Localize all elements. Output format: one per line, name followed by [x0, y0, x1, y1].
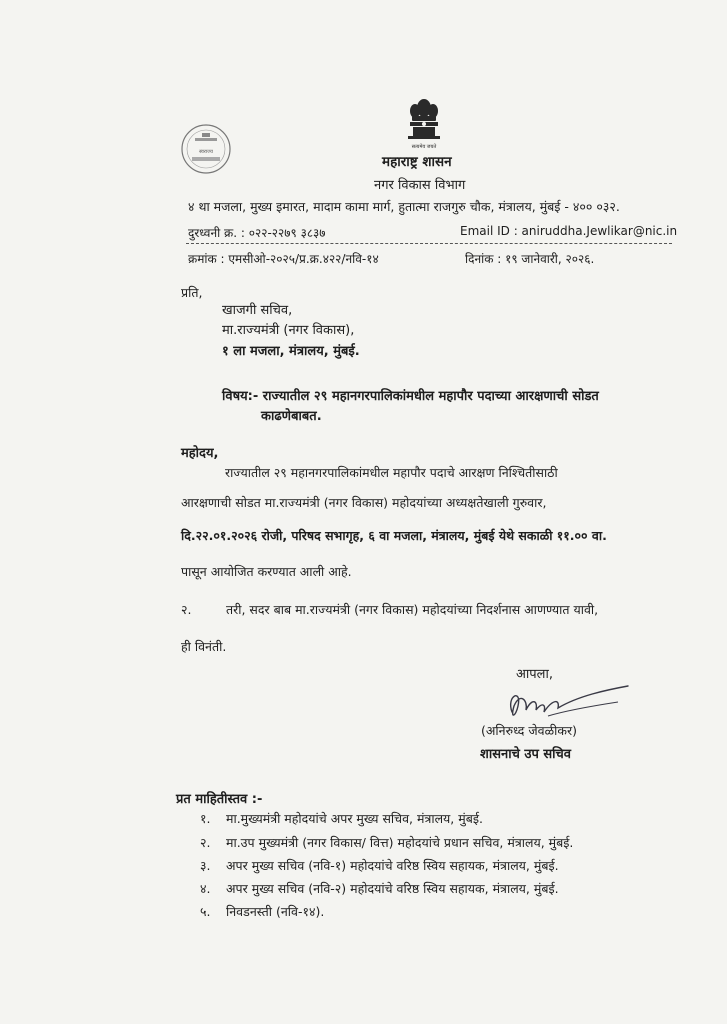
copy-to-item-number: ३. — [200, 858, 211, 873]
copy-to-item — [200, 857, 559, 874]
subject-line-1: विषय:- राज्यातील २९ महानगरपालिकांमधील महापौर पदाच्या आरक्षणाची सोडत — [222, 389, 599, 404]
copy-to-item-number: १. — [200, 811, 211, 826]
office-address: ४ था मजला, मुख्य इमारत, मादाम कामा मार्ग, हुतात्मा राजगुरु चौक, मंत्रालय, मुंबई - ४०० ०३२. — [188, 199, 620, 214]
closing: आपला, — [516, 667, 553, 682]
body-para2-number: २. — [181, 602, 192, 617]
subject-line-2: काढणेबाबत. — [261, 409, 322, 424]
letter-date: दिनांक : १९ जानेवारी, २०२६. — [465, 252, 595, 266]
signatory-designation: शासनाचे उप सचिव — [480, 747, 572, 762]
handwritten-signature — [488, 676, 638, 724]
signatory-name: (अनिरुध्द जेवळीकर) — [481, 723, 577, 738]
copy-to-item — [200, 880, 559, 897]
copy-to-item-text: अपर मुख्य सचिव (नवि-२) महोदयांचे वरिष्ठ स्विय सहायक, मंत्रालय, मुंबई. — [226, 881, 559, 896]
body-para2-line2: ही विनंती. — [181, 639, 227, 654]
copy-to-label: प्रत माहितीस्तव :- — [176, 792, 263, 807]
copy-to-item-number: ४. — [200, 881, 211, 896]
copy-to-item-number: २. — [200, 835, 211, 850]
body-para1-line3: दि.२२.०१.२०२६ रोजी, परिषद सभागृह, ६ वा मजला, मंत्रालय, मुंबई येथे सकाळी ११.०० वा. — [181, 528, 607, 543]
body-para1-line1: राज्यातील २९ महानगरपालिकांमधील महापौर पदाचे आरक्षण निश्चितीसाठी — [225, 465, 558, 480]
svg-text:सत्यमेव जयते: सत्यमेव जयते — [411, 144, 437, 150]
svg-text:स्वराज्य: स्वराज्य — [199, 149, 213, 155]
salutation: महोदय, — [181, 446, 219, 461]
header-divider — [186, 243, 672, 244]
body-para2-line1: तरी, सदर बाब मा.राज्यमंत्री (नगर विकास) महोदयांच्या निदर्शनास आणण्यात यावी, — [226, 602, 599, 617]
phone-number: दुरध्वनी क्र. : ०२२-२२७९ ३८३७ — [188, 226, 326, 240]
body-para1-line4: पासून आयोजित करण्यात आली आहे. — [181, 564, 352, 579]
copy-to-item — [200, 810, 483, 827]
copy-to-item-text: निवडनस्ती (नवि-१४). — [226, 904, 325, 919]
reference-number: क्रमांक : एमसीओ-२०२५/प्र.क्र.४२२/नवि-१४ — [188, 252, 379, 266]
copy-to-item — [200, 834, 573, 851]
body-para1-line2: आरक्षणाची सोडत मा.राज्यमंत्री (नगर विकास) महोदयांच्या अध्यक्षतेखाली गुरुवार, — [181, 495, 547, 510]
department-title: नगर विकास विभाग — [374, 178, 466, 193]
government-title: महाराष्ट्र शासन — [382, 154, 452, 170]
recipient-line-1: खाजगी सचिव, — [222, 303, 293, 318]
azadi-amrit-mahotsav-seal-icon — [180, 123, 232, 175]
email-address[interactable]: Email ID : aniruddha.Jewlikar@nic.in — [460, 224, 678, 238]
recipient-line-2: मा.राज्यमंत्री (नगर विकास), — [222, 323, 355, 338]
recipient-line-3: १ ला मजला, मंत्रालय, मुंबई. — [222, 344, 360, 359]
copy-to-item-text: मा.मुख्यमंत्री महोदयांचे अपर मुख्य सचिव, मंत्रालय, मुंबई. — [226, 811, 483, 826]
ashoka-emblem-icon — [404, 96, 444, 152]
copy-to-item-number: ५. — [200, 904, 211, 919]
copy-to-item — [200, 903, 324, 920]
copy-to-item-text: मा.उप मुख्यमंत्री (नगर विकास/ वित्त) महोदयांचे प्रधान सचिव, मंत्रालय, मुंबई. — [226, 835, 574, 850]
recipient-label: प्रति, — [181, 285, 203, 300]
copy-to-item-text: अपर मुख्य सचिव (नवि-१) महोदयांचे वरिष्ठ स्विय सहायक, मंत्रालय, मुंबई. — [226, 858, 559, 873]
